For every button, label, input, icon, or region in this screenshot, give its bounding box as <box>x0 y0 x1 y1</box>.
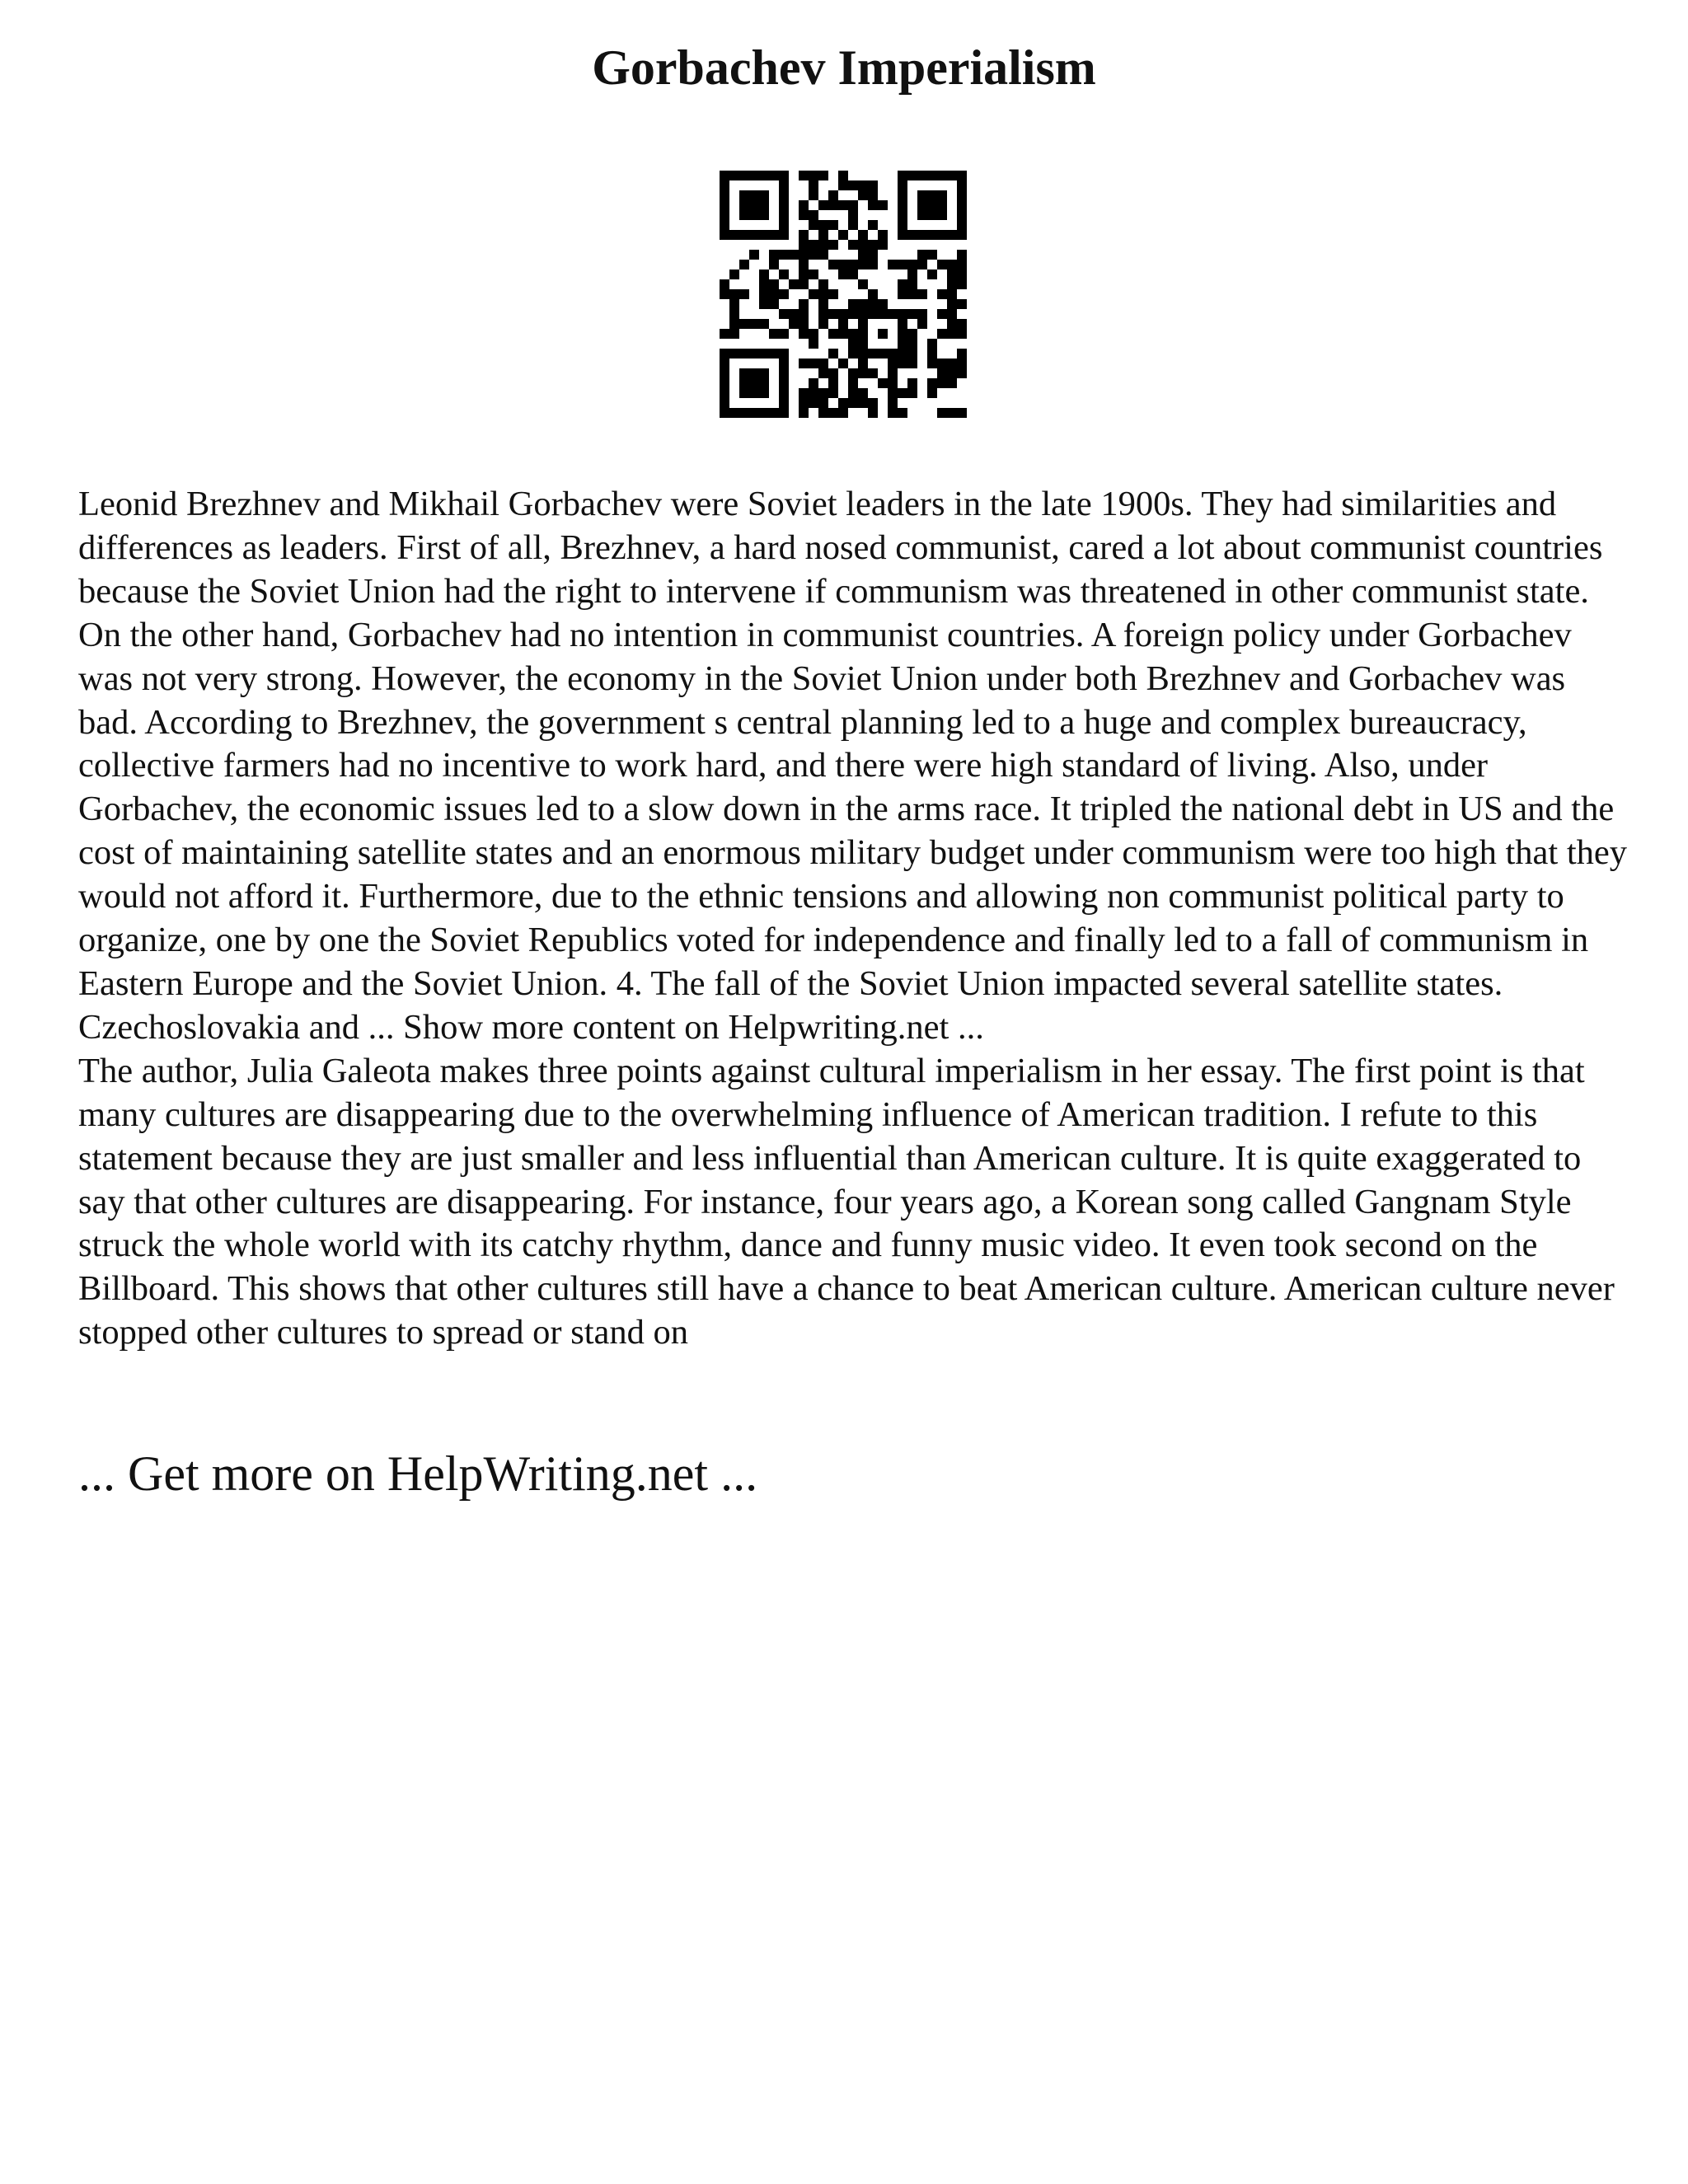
paragraph-2: The author, Julia Galeota makes three points against cultural imperialism in her essay. The first point is that many cultures are disappearing due to the overwhelming influence of American tradition. I refute to this statement because they are just smaller and less influential than American culture. It is quite exaggerated to say that other cultures are disappearing. For instance, four years ago, a Korean song called Gangnam Style struck the whole world with its catchy rhythm, dance and funny music video. It even took second on the Billboard. This shows that other cultures still have a chance to beat American culture. American culture never stopped other cultures to spread or stand on <box>78 1051 1615 1352</box>
get-more-link[interactable]: ... Get more on HelpWriting.net ... <box>78 1446 758 1501</box>
page-title: Gorbachev Imperialism <box>592 40 1096 95</box>
paragraph-1: Leonid Brezhnev and Mikhail Gorbachev were Soviet leaders in the late 1900s. They had similarities and differences as leaders. First of all, Brezhnev, a hard nosed communist, cared a lot about communist countries because the Soviet Union had the right to intervene if communism was threatened in other communist state. On the other hand, Gorbachev had no intention in communist countries. A foreign policy under Gorbachev was not very strong. However, the economy in the Soviet Union under both Brezhnev and Gorbachev was bad. According to Brezhnev, the government s central planning led to a huge and complex bureaucracy, collective farmers had no incentive to work hard, and there were high standard of living. Also, under Gorbachev, the economic issues led to a slow down in the arms race. It tripled the national debt in US and the cost of maintaining satellite states and an enormous military budget under communism were too high that they would not afford it. Furthermore, due to the ethnic tensions and allowing non communist political party to organize, one by one the Soviet Republics voted for independence and finally led to a fall of communism in Eastern Europe and the Soviet Union. 4. The fall of the Soviet Union impacted several satellite states. Czechoslovakia and ... Show more content on Helpwriting.net ... <box>78 485 1628 1047</box>
article-body <box>78 483 1628 1355</box>
qr-code-icon <box>720 171 967 418</box>
